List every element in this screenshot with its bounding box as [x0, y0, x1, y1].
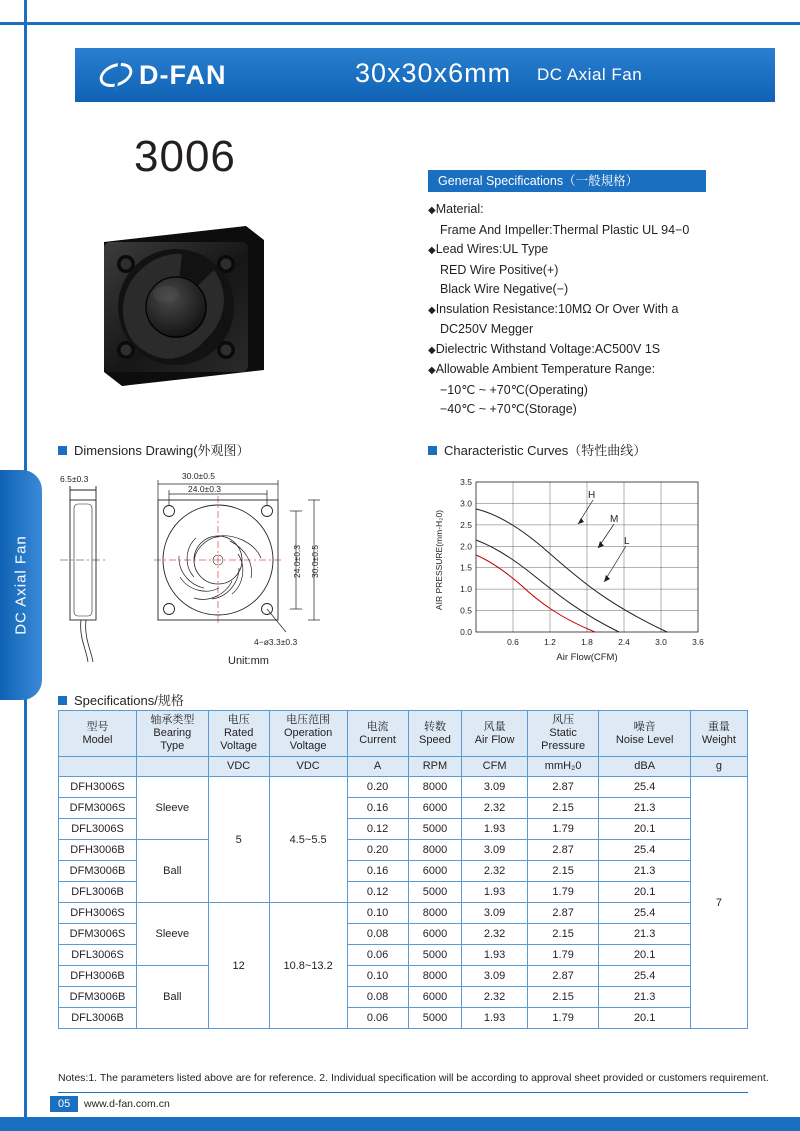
cell-current: 0.20 [347, 777, 408, 798]
th-speed: 转数 Speed [408, 711, 462, 757]
curve-h [476, 509, 667, 632]
ellipse-icon [98, 59, 135, 91]
cell-pressure: 1.79 [527, 1008, 599, 1029]
table-row [59, 966, 748, 987]
unit-speed: RPM [408, 757, 462, 777]
table-row [59, 840, 748, 861]
cell-pressure: 2.15 [527, 924, 599, 945]
cell-current: 0.16 [347, 861, 408, 882]
svg-text:0.6: 0.6 [507, 637, 519, 647]
th-airflow: 风量 Air Flow [462, 711, 527, 757]
cell-speed: 8000 [408, 840, 462, 861]
cell-airflow: 3.09 [462, 966, 527, 987]
cell-model: DFM3006B [59, 987, 137, 1008]
svg-text:3.0: 3.0 [655, 637, 667, 647]
unit-current: A [347, 757, 408, 777]
spec-line: −40℃ ~ +70℃(Storage) [440, 402, 577, 416]
th-model: 型号 Model [59, 711, 137, 757]
general-specs-body [428, 200, 748, 420]
svg-text:2.4: 2.4 [618, 637, 630, 647]
cell-model: DFL3006S [59, 819, 137, 840]
cell-airflow: 2.32 [462, 798, 527, 819]
spec-line: −10℃ ~ +70℃(Operating) [440, 382, 588, 397]
square-bullet-icon [58, 696, 67, 705]
th-rated-voltage: 电压 Rated Voltage [208, 711, 269, 757]
brand-logo [99, 57, 309, 93]
cell-noise: 20.1 [599, 945, 690, 966]
cell-model: DFL3006B [59, 1008, 137, 1029]
cell-noise: 21.3 [599, 924, 690, 945]
page-number: 05 [50, 1096, 78, 1112]
cell-airflow: 1.93 [462, 945, 527, 966]
cell-noise: 20.1 [599, 1008, 690, 1029]
general-specs-heading: General Specifications（一般規格） [428, 170, 706, 192]
cell-current: 0.06 [347, 1008, 408, 1029]
top-rule [0, 22, 800, 25]
th-static-pressure: 风压 Static Pressure [527, 711, 599, 757]
svg-text:1.8: 1.8 [581, 637, 593, 647]
footer-url: www.d-fan.com.cn [84, 1098, 170, 1110]
cell-speed: 6000 [408, 924, 462, 945]
svg-text:2.0: 2.0 [460, 541, 472, 552]
svg-text:3.6: 3.6 [692, 637, 704, 647]
cell-current: 0.20 [347, 840, 408, 861]
cell-current: 0.12 [347, 882, 408, 903]
cell-speed: 8000 [408, 777, 462, 798]
cell-speed: 5000 [408, 945, 462, 966]
specifications-heading: Specifications/规格 [58, 690, 184, 709]
cell-model: DFM3006B [59, 861, 137, 882]
cell-current: 0.12 [347, 819, 408, 840]
chart-xlabel: Air Flow(CFM) [556, 652, 618, 663]
cell-speed: 6000 [408, 861, 462, 882]
cell-pressure: 2.87 [527, 903, 599, 924]
cell-pressure: 2.87 [527, 777, 599, 798]
dim-outer-side: 30.0±0.5 [310, 544, 320, 578]
unit-model [59, 757, 137, 777]
dimensions-drawing [58, 462, 388, 677]
dim-hole-pitch-side: 24.0±0.3 [292, 544, 302, 578]
curves-heading: Characteristic Curves（特性曲线） [428, 440, 646, 459]
cell-speed: 5000 [408, 1008, 462, 1029]
th-current: 电流 Current [347, 711, 408, 757]
cell-current: 0.10 [347, 903, 408, 924]
cell-speed: 6000 [408, 987, 462, 1008]
cell-noise: 20.1 [599, 819, 690, 840]
svg-text:1.2: 1.2 [544, 637, 556, 647]
spec-line: ◆Insulation Resistance:10MΩ Or Over With a [428, 301, 679, 316]
th-weight: 重量 Weight [690, 711, 747, 757]
cell-airflow: 1.93 [462, 819, 527, 840]
fan-photo [96, 218, 272, 394]
cell-airflow: 3.09 [462, 840, 527, 861]
cell-noise: 20.1 [599, 882, 690, 903]
square-bullet-icon [428, 446, 437, 455]
svg-text:0.5: 0.5 [460, 605, 472, 616]
page-header [75, 48, 775, 102]
cell-noise: 25.4 [599, 840, 690, 861]
cell-airflow: 2.32 [462, 861, 527, 882]
svg-text:1.0: 1.0 [460, 584, 472, 595]
footer-notes: Notes:1. The parameters listed above are for reference. 2. Individual specification will be according to approval sheet provided or customers requirement. [58, 1072, 769, 1084]
cell-noise: 21.3 [599, 861, 690, 882]
cell-pressure: 1.79 [527, 882, 599, 903]
specifications-table [58, 710, 748, 1029]
cell-model: DFH3006S [59, 777, 137, 798]
svg-text:1.5: 1.5 [460, 562, 472, 573]
cell-current: 0.08 [347, 924, 408, 945]
cell-pressure: 1.79 [527, 945, 599, 966]
cell-model: DFM3006S [59, 798, 137, 819]
cell-current: 0.10 [347, 966, 408, 987]
legend-l: L [624, 536, 630, 547]
cell-rated-voltage: 12 [208, 903, 269, 1029]
cell-pressure: 2.15 [527, 861, 599, 882]
unit-pressure: mmH₂0 [527, 757, 599, 777]
spec-line: ◆Dielectric Withstand Voltage:AC500V 1S [428, 341, 661, 356]
cell-operation-voltage: 4.5~5.5 [269, 777, 347, 903]
cell-pressure: 2.15 [527, 987, 599, 1008]
spec-line: ◆Material: [428, 202, 484, 216]
cell-noise: 25.4 [599, 777, 690, 798]
cell-current: 0.06 [347, 945, 408, 966]
cell-model: DFL3006B [59, 882, 137, 903]
th-noise: 噪音 Noise Level [599, 711, 690, 757]
cell-speed: 6000 [408, 798, 462, 819]
cell-airflow: 1.93 [462, 1008, 527, 1029]
model-number: 3006 [134, 132, 236, 181]
table-row [59, 777, 748, 798]
cell-operation-voltage: 10.8~13.2 [269, 903, 347, 1029]
dim-thickness: 6.5±0.3 [60, 474, 89, 484]
dimensions-heading: Dimensions Drawing(外观图） [58, 440, 250, 459]
svg-text:2.5: 2.5 [460, 519, 472, 530]
spec-line: ◆Allowable Ambient Temperature Range: [428, 362, 656, 376]
unit-rated-voltage: VDC [208, 757, 269, 777]
legend-h: H [588, 490, 596, 501]
brand-logo-text: D-FAN [139, 59, 227, 90]
cell-model: DFH3006B [59, 966, 137, 987]
cell-noise: 21.3 [599, 987, 690, 1008]
bottom-rule [0, 1117, 800, 1131]
cell-noise: 25.4 [599, 903, 690, 924]
cell-airflow: 3.09 [462, 903, 527, 924]
cell-pressure: 2.87 [527, 840, 599, 861]
th-operation-voltage: 电压范围 Operation Voltage [269, 711, 347, 757]
cell-model: DFH3006S [59, 903, 137, 924]
spec-line: ◆Lead Wires:UL Type [428, 242, 549, 256]
unit-bearing [137, 757, 209, 777]
cell-airflow: 1.93 [462, 882, 527, 903]
cell-rated-voltage: 5 [208, 777, 269, 903]
chart-ylabel: AIR PRESSURE(mm-H₂0) [434, 509, 444, 611]
spec-line: Black Wire Negative(−) [440, 282, 569, 296]
cell-pressure: 2.87 [527, 966, 599, 987]
dimensions-unit: Unit:mm [228, 655, 269, 667]
cell-speed: 8000 [408, 966, 462, 987]
cell-model: DFH3006B [59, 840, 137, 861]
footer-rule [58, 1092, 748, 1093]
cell-airflow: 3.09 [462, 777, 527, 798]
cell-current: 0.08 [347, 987, 408, 1008]
cell-speed: 5000 [408, 819, 462, 840]
cell-pressure: 1.79 [527, 819, 599, 840]
table-header-row [59, 711, 748, 757]
unit-airflow: CFM [462, 757, 527, 777]
cell-noise: 25.4 [599, 966, 690, 987]
th-bearing-type: 轴承类型 Bearing Type [137, 711, 209, 757]
table-units-row [59, 757, 748, 777]
cell-airflow: 2.32 [462, 924, 527, 945]
cell-noise: 21.3 [599, 798, 690, 819]
curve-l [476, 555, 595, 632]
cell-current: 0.16 [347, 798, 408, 819]
cell-pressure: 2.15 [527, 798, 599, 819]
unit-operation-voltage: VDC [269, 757, 347, 777]
cell-model: DFM3006S [59, 924, 137, 945]
dim-hole-pitch-top: 24.0±0.3 [188, 484, 222, 494]
cell-model: DFL3006S [59, 945, 137, 966]
cell-speed: 5000 [408, 882, 462, 903]
svg-text:0.0: 0.0 [460, 627, 472, 637]
unit-noise: dBA [599, 757, 690, 777]
spec-line: DC250V Megger [440, 322, 534, 336]
header-subtitle: DC Axial Fan [537, 65, 643, 84]
cell-bearing: Sleeve [137, 903, 209, 966]
header-title: 30x30x6mm [355, 58, 512, 88]
table-row [59, 903, 748, 924]
cell-bearing: Ball [137, 840, 209, 903]
svg-text:3.0: 3.0 [460, 498, 472, 509]
cell-weight: 7 [690, 777, 747, 1029]
unit-weight: g [690, 757, 747, 777]
dim-hole-note: 4−ø3.3±0.3 [254, 637, 298, 647]
cell-airflow: 2.32 [462, 987, 527, 1008]
spec-line: RED Wire Positive(+) [440, 262, 559, 277]
side-tab [0, 470, 42, 700]
cell-bearing: Sleeve [137, 777, 209, 840]
characteristic-curves-chart [428, 462, 728, 677]
cell-speed: 8000 [408, 903, 462, 924]
curve-m [476, 540, 619, 632]
legend-m: M [610, 514, 619, 525]
square-bullet-icon [58, 446, 67, 455]
spec-line: Frame And Impeller:Thermal Plastic UL 94−0 [440, 222, 690, 237]
side-tab-label: DC Axial Fan [12, 535, 30, 635]
dim-outer: 30.0±0.5 [182, 471, 216, 481]
cell-bearing: Ball [137, 966, 209, 1029]
svg-text:3.5: 3.5 [460, 477, 472, 487]
